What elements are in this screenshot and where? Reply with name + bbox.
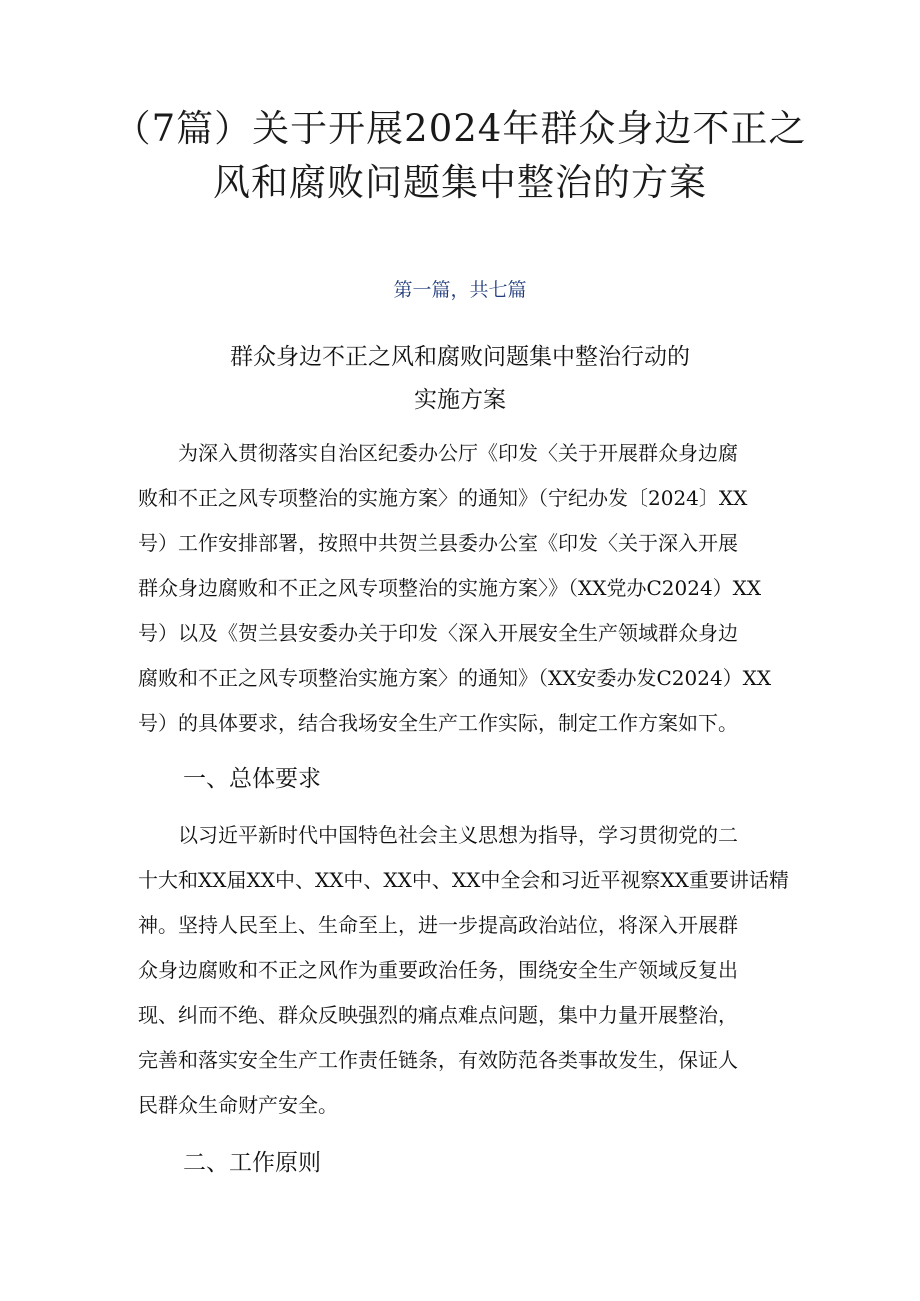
document-title xyxy=(0,102,920,210)
paragraph-line: 群众身边腐败和不正之风专项整治的实施方案〉》（XX党办C2024）XX xyxy=(138,576,762,600)
section-title-line: 实施方案 xyxy=(414,387,506,413)
intro-paragraph xyxy=(138,431,798,746)
paragraph-line: 民群众生命财产安全。 xyxy=(138,1093,338,1117)
paragraph-line: 以习近平新时代中国特色社会主义思想为指导，学习贯彻党的二 xyxy=(138,823,738,847)
paragraph-line: 号）工作安排部署，按照中共贺兰县委办公室《印发〈关于深入开展 xyxy=(138,531,738,555)
part-indicator: 第一篇，共七篇 xyxy=(393,279,527,301)
paragraph-line: 完善和落实安全生产工作责任链条，有效防范各类事故发生，保证人 xyxy=(138,1048,738,1072)
paragraph-line: 号）的具体要求，结合我场安全生产工作实际，制定工作方案如下。 xyxy=(138,711,738,735)
general-requirements-paragraph xyxy=(138,813,798,1128)
paragraph-line: 为深入贯彻落实自治区纪委办公厅《印发〈关于开展群众身边腐 xyxy=(138,441,738,465)
paragraph-line: 众身边腐败和不正之风作为重要政治任务，围绕安全生产领域反复出 xyxy=(138,958,738,982)
title-line: 风和腐败问题集中整治的方案 xyxy=(213,161,707,204)
paragraph-line: 败和不正之风专项整治的实施方案〉的通知》（宁纪办发〔2024〕XX xyxy=(138,486,748,510)
paragraph-line: 现、纠而不绝、群众反映强烈的痛点难点问题，集中力量开展整治， xyxy=(138,1003,738,1027)
section-title xyxy=(0,336,920,422)
title-line: （7篇）关于开展2024年群众身边不正之 xyxy=(113,107,807,150)
paragraph-line: 神。坚持人民至上、生命至上，进一步提高政治站位，将深入开展群 xyxy=(138,913,738,937)
heading-work-principles: 二、工作原则 xyxy=(183,1150,321,1176)
section-title-line: 群众身边不正之风和腐败问题集中整治行动的 xyxy=(230,344,690,370)
heading-general-requirements: 一、总体要求 xyxy=(183,766,321,792)
paragraph-line: 腐败和不正之风专项整治实施方案〉的通知》（XX安委办发C2024）XX xyxy=(138,666,772,690)
paragraph-line: 号）以及《贺兰县安委办关于印发〈深入开展安全生产领域群众身边 xyxy=(138,621,738,645)
paragraph-line: 十大和XX届XX中、XX中、XX中、XX中全会和习近平视察XX重要讲话精 xyxy=(138,868,789,892)
